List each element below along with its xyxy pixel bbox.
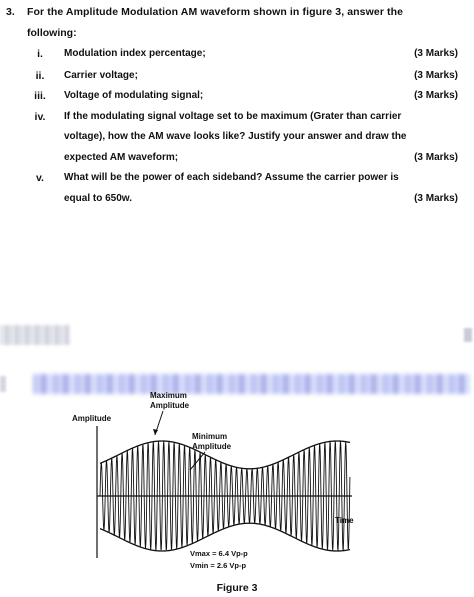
label-time: Time bbox=[335, 516, 354, 525]
redacted-strip-right bbox=[464, 328, 472, 342]
item-text-iv-line1: If the modulating signal voltage set to be maximum (Grater than carrier bbox=[64, 111, 402, 122]
question-number: 3. bbox=[6, 6, 15, 18]
redacted-strip-edge bbox=[0, 376, 6, 392]
label-maximum-amplitude: Amplitude bbox=[150, 401, 190, 410]
marks-iv: (3 Marks) bbox=[414, 152, 458, 163]
item-text-i: Modulation index percentage; bbox=[64, 48, 206, 59]
question-text-line1: For the Amplitude Modulation AM waveform shown in figure 3, answer the bbox=[27, 6, 404, 18]
redacted-strip-left bbox=[0, 325, 70, 345]
item-number-ii: ii. bbox=[35, 70, 45, 82]
label-vmin: Vmin = 2.6 Vp-p bbox=[190, 561, 247, 570]
minimum-pointer-line bbox=[190, 452, 205, 470]
label-minimum-amplitude: Amplitude bbox=[192, 442, 232, 451]
marks-iii: (3 Marks) bbox=[414, 90, 458, 101]
item-number-v: v. bbox=[36, 172, 44, 184]
label-maximum: Maximum bbox=[150, 391, 187, 400]
item-number-iii: iii. bbox=[34, 90, 46, 102]
item-text-iv-line2: voltage), how the AM wave looks like? Justify your answer and draw the bbox=[64, 131, 407, 142]
marks-v: (3 Marks) bbox=[414, 193, 458, 204]
maximum-pointer-arrowhead bbox=[153, 429, 158, 435]
item-text-iii: Voltage of modulating signal; bbox=[64, 90, 204, 101]
item-text-v-line1: What will be the power of each sideband? Assume the carrier power is bbox=[64, 172, 399, 183]
marks-ii: (3 Marks) bbox=[414, 70, 458, 81]
item-text-v-line2: equal to 650w. bbox=[64, 193, 132, 204]
label-minimum: Minimum bbox=[192, 432, 228, 441]
label-amplitude-axis: Amplitude bbox=[72, 414, 112, 423]
item-number-iv: iv. bbox=[34, 111, 46, 123]
item-text-ii: Carrier voltage; bbox=[64, 70, 138, 81]
figure-caption: Figure 3 bbox=[216, 582, 258, 594]
marks-i: (3 Marks) bbox=[414, 48, 458, 59]
item-number-i: i. bbox=[37, 48, 43, 60]
question-text-line2: following: bbox=[27, 27, 77, 39]
label-vmax: Vmax = 6.4 Vp-p bbox=[190, 549, 248, 558]
item-text-iv-line3: expected AM waveform; bbox=[64, 152, 179, 163]
am-waveform-figure bbox=[60, 390, 390, 590]
